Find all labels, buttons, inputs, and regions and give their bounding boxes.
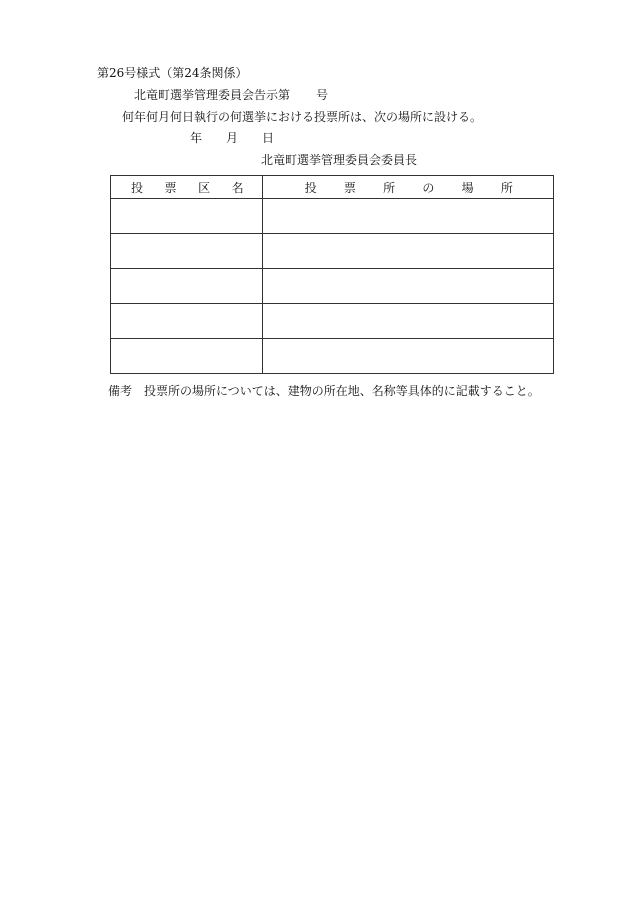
header-char: 場: [461, 180, 474, 195]
district-name-cell: [111, 339, 263, 374]
header-char: 名: [231, 180, 244, 195]
polling-place-cell: [262, 304, 553, 339]
table-header-row: [111, 176, 554, 199]
notice-issuer: 北竜町選挙管理委員会委員長: [261, 153, 418, 167]
remarks: [108, 384, 540, 398]
header-char: 票: [164, 180, 177, 195]
table-row: [111, 269, 554, 304]
notice-body: 何年何月何日執行の何選挙における投票所は、次の場所に設ける。: [122, 110, 483, 124]
notice-title-suffix: 号: [316, 88, 329, 102]
date-day: 日: [262, 131, 275, 145]
polling-place-cell: [262, 199, 553, 234]
district-name-cell: [111, 304, 263, 339]
notice-title-prefix: 北竜町選挙管理委員会告示第: [134, 88, 291, 102]
polling-place-header: [262, 176, 553, 199]
header-char: 所: [383, 180, 396, 195]
polling-place-cell: [262, 269, 553, 304]
table-row: [111, 234, 554, 269]
district-name-cell: [111, 199, 263, 234]
polling-place-cell: [262, 234, 553, 269]
notice-title: [134, 88, 328, 102]
header-char: 投: [304, 180, 317, 195]
table-row: [111, 304, 554, 339]
remarks-text: 投票所の場所については、建物の所在地、名称等具体的に記載すること。: [144, 384, 540, 398]
district-name-cell: [111, 269, 263, 304]
notice-date: [190, 131, 274, 145]
district-name-header: [111, 176, 263, 199]
remarks-label: 備考: [108, 384, 133, 398]
polling-places-table: [110, 175, 554, 374]
table-row: [111, 199, 554, 234]
header-char: 区: [198, 180, 211, 195]
header-char: 所: [500, 180, 513, 195]
district-name-cell: [111, 234, 263, 269]
date-year: 年: [190, 131, 203, 145]
polling-place-cell: [262, 339, 553, 374]
date-month: 月: [226, 131, 239, 145]
form-number: 第26号様式（第24条関係）: [97, 66, 248, 80]
header-char: の: [422, 180, 435, 195]
table-row: [111, 339, 554, 374]
header-char: 投: [131, 180, 144, 195]
header-char: 票: [343, 180, 356, 195]
